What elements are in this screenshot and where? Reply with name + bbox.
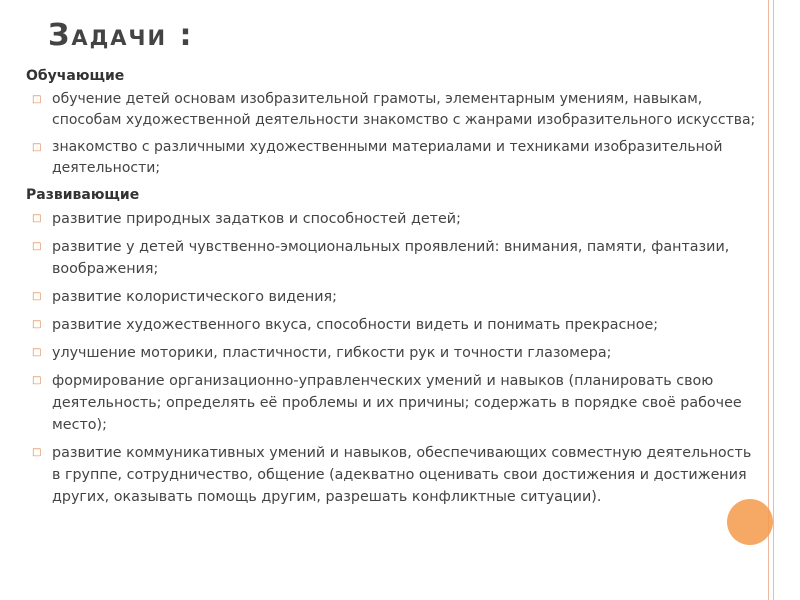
list-item-text: развитие коммуникативных умений и навыков, обеспечивающих совместную деятельность в группе, сотрудничество, общение (адекватно оценивать свои достижения и достижения других, оказывать помощь другим, разрешать конфликтные ситуации). bbox=[52, 445, 752, 505]
hollow-square-bullet-icon: □ bbox=[32, 94, 42, 105]
list-item-text: развитие колористического видения; bbox=[52, 289, 337, 305]
hollow-square-bullet-icon: □ bbox=[32, 213, 42, 224]
list-item bbox=[26, 314, 756, 336]
hollow-square-bullet-icon: □ bbox=[32, 142, 42, 153]
list-item bbox=[26, 137, 756, 179]
side-rule-right bbox=[773, 0, 774, 600]
teaching-list bbox=[26, 89, 756, 179]
list-item bbox=[26, 370, 756, 436]
list-item bbox=[26, 442, 756, 508]
list-item-text: обучение детей основам изобразительной грамоты, элементарным умениям, навыкам, способам художественной деятельности знакомство с жанрами изобразительного искусства; bbox=[52, 91, 756, 128]
list-item bbox=[26, 208, 756, 230]
list-item-text: формирование организационно-управленческих умений и навыков (планировать свою деятельность; определять её проблемы и их причины; содержать в порядке своё рабочее место); bbox=[52, 373, 742, 433]
list-item-text: знакомство с различными художественными материалами и техниками изобразительной деятельности; bbox=[52, 139, 723, 176]
slide-title: Задачи : bbox=[48, 18, 194, 53]
list-item bbox=[26, 342, 756, 364]
list-item bbox=[26, 236, 756, 280]
list-item-text: развитие художественного вкуса, способности видеть и понимать прекрасное; bbox=[52, 317, 659, 333]
hollow-square-bullet-icon: □ bbox=[32, 319, 42, 330]
hollow-square-bullet-icon: □ bbox=[32, 347, 42, 358]
list-item-text: развитие природных задатков и способностей детей; bbox=[52, 211, 461, 227]
section-heading-teaching: Обучающие bbox=[26, 68, 125, 84]
list-item-text: улучшение моторики, пластичности, гибкости рук и точности глазомера; bbox=[52, 345, 612, 361]
list-item bbox=[26, 89, 756, 131]
hollow-square-bullet-icon: □ bbox=[32, 241, 42, 252]
hollow-square-bullet-icon: □ bbox=[32, 291, 42, 302]
list-item bbox=[26, 286, 756, 308]
slide-content bbox=[26, 66, 756, 514]
decorative-orange-circle bbox=[727, 499, 773, 545]
developing-list bbox=[26, 208, 756, 508]
hollow-square-bullet-icon: □ bbox=[32, 375, 42, 386]
hollow-square-bullet-icon: □ bbox=[32, 447, 42, 458]
section-heading-developing: Развивающие bbox=[26, 187, 140, 203]
list-item-text: развитие у детей чувственно-эмоциональных проявлений: внимания, памяти, фантазии, воображения; bbox=[52, 239, 730, 277]
